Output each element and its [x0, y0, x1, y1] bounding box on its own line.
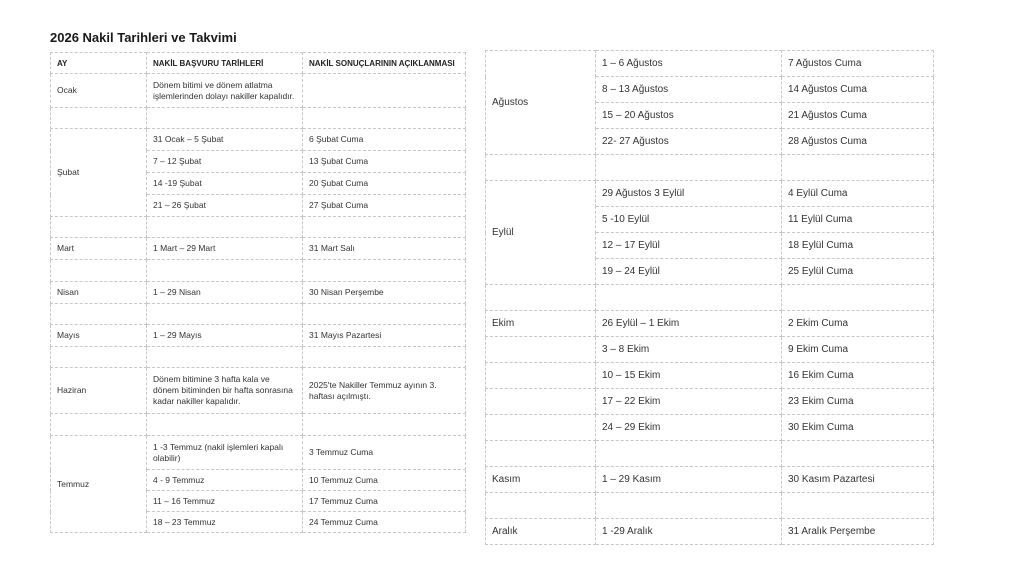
spacer-row [486, 285, 934, 311]
application-cell: 22- 27 Ağustos [596, 129, 782, 155]
result-cell: 16 Ekim Cuma [782, 363, 934, 389]
month-cell: Aralık [486, 519, 596, 545]
result-cell: 14 Ağustos Cuma [782, 77, 934, 103]
application-cell: 3 – 8 Ekim [596, 337, 782, 363]
result-cell: 25 Eylül Cuma [782, 259, 934, 285]
application-cell: 1 – 29 Nisan [147, 282, 303, 304]
application-cell: 26 Eylül – 1 Ekim [596, 311, 782, 337]
table-row [51, 282, 466, 304]
transfer-calendar-table-right [485, 50, 934, 545]
application-cell: 29 Ağustos 3 Eylül [596, 181, 782, 207]
application-cell: 4 - 9 Temmuz [147, 470, 303, 491]
spacer-row [51, 217, 466, 238]
application-cell: 1 Mart – 29 Mart [147, 238, 303, 260]
header-application-dates: NAKİL BAŞVURU TARİHLERİ [147, 53, 303, 74]
table-row [486, 519, 934, 545]
spacer-row [486, 155, 934, 181]
application-cell: 8 – 13 Ağustos [596, 77, 782, 103]
table-row [51, 74, 466, 108]
table-row [486, 181, 934, 207]
result-cell: 17 Temmuz Cuma [303, 491, 466, 512]
table-row [486, 467, 934, 493]
month-cell: Nisan [51, 282, 147, 304]
spacer-row [486, 441, 934, 467]
application-cell: 17 – 22 Ekim [596, 389, 782, 415]
result-cell: 13 Şubat Cuma [303, 151, 466, 173]
table-row [51, 238, 466, 260]
result-cell: 28 Ağustos Cuma [782, 129, 934, 155]
result-cell: 20 Şubat Cuma [303, 173, 466, 195]
result-cell: 31 Mayıs Pazartesi [303, 325, 466, 347]
result-cell: 31 Aralık Perşembe [782, 519, 934, 545]
result-cell: 18 Eylül Cuma [782, 233, 934, 259]
month-cell: Mart [51, 238, 147, 260]
application-cell: 19 – 24 Eylül [596, 259, 782, 285]
page-title: 2026 Nakil Tarihleri ve Takvimi [50, 30, 237, 45]
table-header-row [51, 53, 466, 74]
result-cell: 21 Ağustos Cuma [782, 103, 934, 129]
application-cell: 14 -19 Şubat [147, 173, 303, 195]
application-cell: 10 – 15 Ekim [596, 363, 782, 389]
month-cell [486, 363, 596, 389]
table-row [51, 129, 466, 151]
application-cell: Dönem bitimi ve dönem atlatma işlemlerinden dolayı nakiller kapalıdır. [147, 74, 303, 108]
month-cell: Ağustos [486, 51, 596, 155]
month-cell: Haziran [51, 368, 147, 414]
month-cell: Ekim [486, 311, 596, 337]
result-cell: 30 Ekim Cuma [782, 415, 934, 441]
application-cell: 1 – 29 Kasım [596, 467, 782, 493]
application-cell: 1 – 6 Ağustos [596, 51, 782, 77]
table-row [51, 325, 466, 347]
month-cell: Kasım [486, 467, 596, 493]
result-cell: 7 Ağustos Cuma [782, 51, 934, 77]
spacer-row [51, 414, 466, 436]
table-row [486, 337, 934, 363]
result-cell: 30 Kasım Pazartesi [782, 467, 934, 493]
month-cell [486, 415, 596, 441]
result-cell: 30 Nisan Perşembe [303, 282, 466, 304]
result-cell: 11 Eylül Cuma [782, 207, 934, 233]
result-cell: 23 Ekim Cuma [782, 389, 934, 415]
result-cell: 4 Eylül Cuma [782, 181, 934, 207]
application-cell: 12 – 17 Eylül [596, 233, 782, 259]
month-cell: Mayıs [51, 325, 147, 347]
application-cell: 1 -29 Aralık [596, 519, 782, 545]
result-cell: 2 Ekim Cuma [782, 311, 934, 337]
application-cell: 5 -10 Eylül [596, 207, 782, 233]
result-cell: 27 Şubat Cuma [303, 195, 466, 217]
result-cell: 3 Temmuz Cuma [303, 436, 466, 470]
month-cell: Şubat [51, 129, 147, 217]
result-cell: 2025'te Nakiller Temmuz ayının 3. haftası açılmıştı. [303, 368, 466, 414]
application-cell: 1 – 29 Mayıs [147, 325, 303, 347]
result-cell: 31 Mart Salı [303, 238, 466, 260]
result-cell: 24 Temmuz Cuma [303, 512, 466, 533]
month-cell: Eylül [486, 181, 596, 285]
transfer-calendar-table-left [50, 52, 466, 533]
table-row [51, 368, 466, 414]
table-row [486, 363, 934, 389]
month-cell [486, 337, 596, 363]
spacer-row [51, 108, 466, 129]
month-cell [486, 389, 596, 415]
application-cell: 1 -3 Temmuz (nakil işlemleri kapalı olabilir) [147, 436, 303, 470]
table-row [486, 389, 934, 415]
month-cell: Ocak [51, 74, 147, 108]
application-cell: 21 – 26 Şubat [147, 195, 303, 217]
result-cell: 6 Şubat Cuma [303, 129, 466, 151]
application-cell: 31 Ocak – 5 Şubat [147, 129, 303, 151]
table-row [486, 415, 934, 441]
application-cell: 24 – 29 Ekim [596, 415, 782, 441]
spacer-row [51, 347, 466, 368]
application-cell: 18 – 23 Temmuz [147, 512, 303, 533]
spacer-row [486, 493, 934, 519]
spacer-row [51, 260, 466, 282]
table-row [486, 51, 934, 77]
application-cell: 15 – 20 Ağustos [596, 103, 782, 129]
table-row [51, 436, 466, 470]
month-cell: Temmuz [51, 436, 147, 533]
application-cell: Dönem bitimine 3 hafta kala ve dönem bitiminden bir hafta sonrasına kadar nakiller kapalıdır. [147, 368, 303, 414]
result-cell: 9 Ekim Cuma [782, 337, 934, 363]
application-cell: 7 – 12 Şubat [147, 151, 303, 173]
spacer-row [51, 304, 466, 325]
result-cell: 10 Temmuz Cuma [303, 470, 466, 491]
header-month: AY [51, 53, 147, 74]
header-results: NAKİL SONUÇLARININ AÇIKLANMASI [303, 53, 466, 74]
application-cell: 11 – 16 Temmuz [147, 491, 303, 512]
result-cell [303, 74, 466, 108]
table-row [486, 311, 934, 337]
